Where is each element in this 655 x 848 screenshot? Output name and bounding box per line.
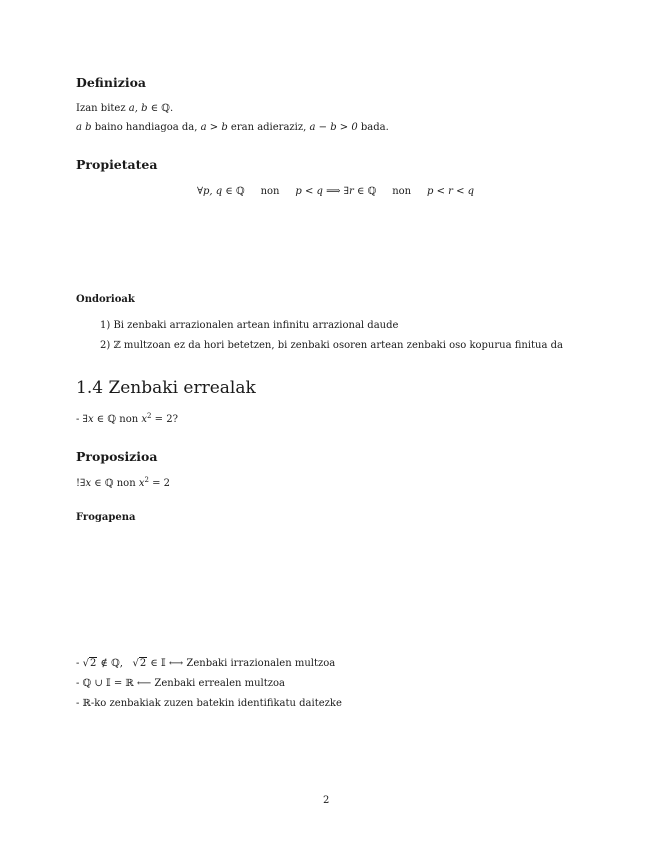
- note-line-3: - ℝ-ko zenbakiak zuzen batekin identifikatu daitezke: [76, 698, 342, 709]
- page-number: 2: [323, 795, 330, 806]
- note-line-1: - √2 ∉ ℚ, √2 ∈ 𝕀 ⟷ Zenbaki irrazionalen multzoa: [76, 658, 336, 669]
- proposition-heading: Proposizioa: [76, 449, 158, 464]
- proposition-statement: !∃x ∈ ℚ non $x^2 = 2$: [76, 476, 171, 489]
- section-title: 1.4 Zenbaki errealak: [76, 378, 256, 398]
- section-question: - ∃x ∈ ℚ non $x^2 = 2$?: [76, 412, 178, 425]
- note-line-2: - ℚ ∪ 𝕀 = ℝ ⟵ Zenbaki errealen multzoa: [76, 678, 286, 689]
- sqrt-symbol: √2: [82, 658, 97, 669]
- definition-line-2: a b baino handiagoa da, a > b eran adieraziz, a − b > 0 bada.: [76, 122, 389, 133]
- consequence-item-1: 1) Bi zenbaki arrazionalen artean infinitu arrazional daude: [100, 320, 399, 331]
- definition-line-1: Izan bitez a, b ∈ ℚ.: [76, 103, 174, 114]
- definition-heading: Definizioa: [76, 75, 147, 90]
- property-formula: ∀p, q ∈ ℚ non p < q ⟹ ∃r ∈ ℚ non p < r < q: [197, 186, 475, 197]
- consequence-item-2: 2) ℤ multzoan ez da hori betetzen, bi zenbaki osoren artean zenbaki oso kopurua finitua da: [100, 340, 564, 351]
- consequences-heading: Ondorioak: [76, 294, 135, 305]
- sqrt-symbol: √2: [132, 658, 147, 669]
- proof-heading: Frogapena: [76, 512, 136, 523]
- property-heading: Propietatea: [76, 157, 158, 172]
